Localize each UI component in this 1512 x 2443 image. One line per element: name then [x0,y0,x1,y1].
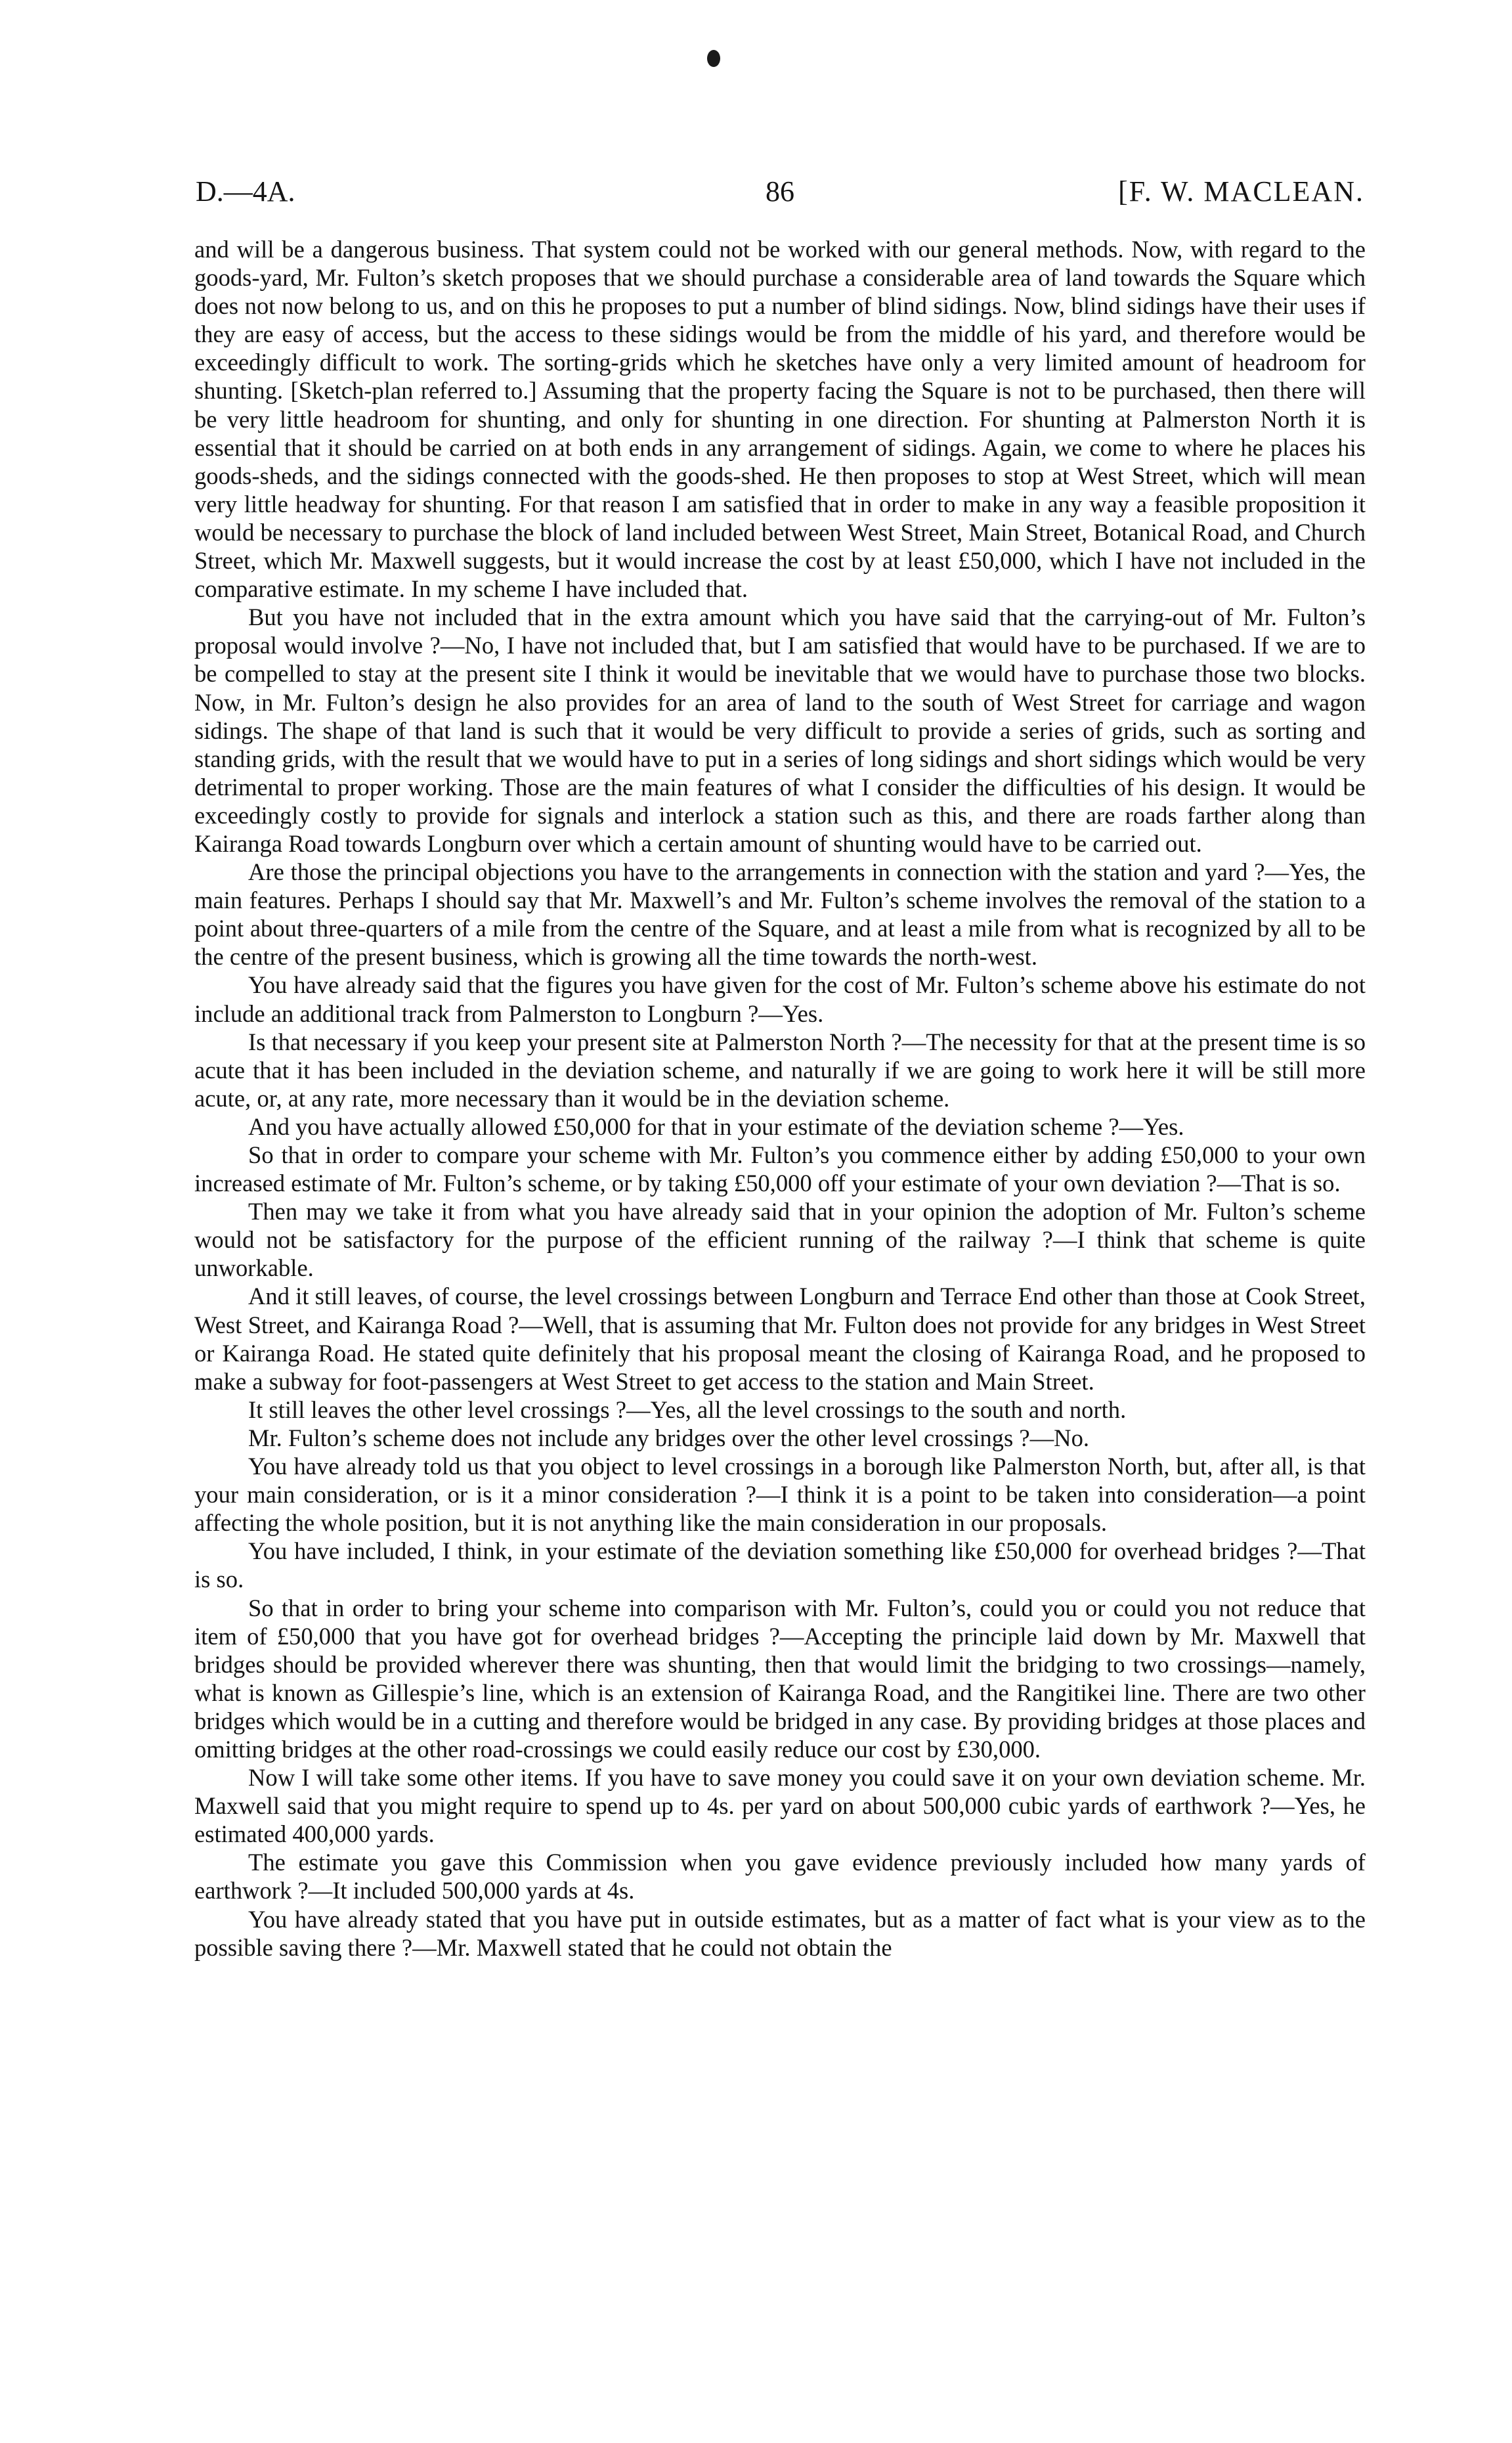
paragraph: Then may we take it from what you have already said that in your opinion the adoption of Mr. Fulton’s scheme would not be satisfactory for the purpose of the efficient running of the railway ?—I think that scheme is quite unworkable. [194,1198,1366,1282]
paragraph: and will be a dangerous business. That system could not be worked with our general methods. Now, with regard to the goods-yard, Mr. Fulton’s sketch proposes that we should purchase a considerable area of land towards the Square which does not now belong to us, and on this he proposes to put a number of blind sidings. Now, blind sidings have their uses if they are easy of access, but the access to these sidings would be from the middle of his yard, and therefore would be exceedingly difficult to work. The sorting-grids which he sketches have only a very limited amount of headroom for shunting. [Sketch-plan referred to.] Assuming that the property facing the Square is not to be purchased, then there will be very little headroom for shunting, and only for shunting in one direction. For shunting at Palmerston North it is essential that it should be carried on at both ends in any arrangement of sidings. Again, we come to where he places his goods-sheds, and the sidings connected with the goods-shed. He then proposes to stop at West Street, which will mean very little headway for shunting. For that reason I am satisfied that in order to make in any way a feasible proposition it would be necessary to purchase the block of land included between West Street, Main Street, Botanical Road, and Church Street, which Mr. Maxwell suggests, but it would increase the cost by at least £50,000, which I have not included in the comparative estimate. In my scheme I have included that. [194,236,1366,603]
paragraph: You have already said that the figures you have given for the cost of Mr. Fulton’s scheme above his estimate do not include an additional track from Palmerston to Longburn ?—Yes. [194,971,1366,1027]
page-number: 86 [766,175,794,208]
paragraph: And you have actually allowed £50,000 for that in your estimate of the deviation scheme ?—Yes. [248,1112,1184,1140]
page-header [196,172,1364,211]
paragraph: The estimate you gave this Commission when you gave evidence previously included how many yards of earthwork ?—It included 500,000 yards at 4s. [194,1849,1366,1904]
page-body [194,235,1366,1962]
paragraph: And it still leaves, of course, the level crossings between Longburn and Terrace End other than those at Cook Street, West Street, and Kairanga Road ?—Well, that is assuming that Mr. Fulton does not provide for any bridges in West Street or Kairanga Road. He stated quite definitely that his proposal meant the closing of Kairanga Road, and he proposed to make a subway for foot-passengers at West Street to get access to the station and Main Street. [194,1283,1366,1395]
paragraph: Are those the principal objections you have to the arrangements in connection with the station and yard ?—Yes, the main features. Perhaps I should say that Mr. Maxwell’s and Mr. Fulton’s scheme involves the removal of the station to a point about three-quarters of a mile from the centre of the Square, and at least a mile from what is recognized by all to be the centre of the present business, which is growing all the time towards the north-west. [194,858,1366,971]
paragraph: You have included, I think, in your estimate of the deviation something like £50,000 for overhead bridges ?—That is so. [194,1537,1366,1593]
paragraph: Mr. Fulton’s scheme does not include any bridges over the other level crossings ?—No. [248,1424,1090,1451]
paragraph: You have already stated that you have put in outside estimates, but as a matter of fact what is your view as to the possible saving there ?—Mr. Maxwell stated that he could not obtain the [194,1905,1366,1961]
paragraph: You have already told us that you object to level crossings in a borough like Palmerston North, but, after all, is that your main consideration, or is it a minor consideration ?—I think it is a point to be taken into consideration—a point affecting the whole position, but it is not anything like the main consideration in our proposals. [194,1453,1366,1537]
paragraph: But you have not included that in the extra amount which you have said that the carrying-out of Mr. Fulton’s proposal would involve ?—No, I have not included that, but I am satisfied that would have to be purchased. If we are to be compelled to stay at the present site I think it would be inevitable that we would have to purchase those two blocks. Now, in Mr. Fulton’s design he also provides for an area of land to the south of West Street for carriage and wagon sidings. The shape of that land is such that it would be very difficult to provide a series of grids, such as sorting and standing grids, with the result that we would have to put in a series of long sidings and short sidings which would be very detrimental to proper working. Those are the main features of what I consider the difficulties of his design. It would be exceedingly costly to provide for signals and interlock a station such as this, and there are roads farther along than Kairanga Road towards Longburn over which a certain amount of shunting would have to be carried out. [194,604,1366,857]
paragraph: So that in order to bring your scheme into comparison with Mr. Fulton’s, could you or could you not reduce that item of £50,000 that you have got for overhead bridges ?—Accepting the principle laid down by Mr. Maxwell that bridges should be provided wherever there was shunting, then that would limit the bridging to two crossings—namely, what is known as Gillespie’s line, which is an extension of Kairanga Road, and the Rangitikei line. There are two other bridges which would be in a cutting and therefore would be bridged in any case. By providing bridges at those places and omitting bridges at the other road-crossings we could easily reduce our cost by £30,000. [194,1594,1366,1763]
page-mark-dot [707,50,720,67]
paragraph: Now I will take some other items. If you have to save money you could save it on your own deviation scheme. Mr. Maxwell said that you might require to spend up to 4s. per yard on about 500,000 cubic yards of earthwork ?—Yes, he estimated 400,000 yards. [194,1764,1366,1848]
document-reference: D.—4A. [196,175,295,208]
paragraph: So that in order to compare your scheme with Mr. Fulton’s you commence either by adding £50,000 to your own increased estimate of Mr. Fulton’s scheme, or by taking £50,000 off your estimate of your own deviation ?—That is so. [194,1141,1366,1197]
witness-name: [F. W. MACLEAN. [1118,175,1364,208]
paragraph: Is that necessary if you keep your present site at Palmerston North ?—The necessity for that at the present time is so acute that it has been included in the deviation scheme, and naturally if we are going to work here it will be still more acute, or, at any rate, more necessary than it would be in the deviation scheme. [194,1028,1366,1112]
paragraph: It still leaves the other level crossings ?—Yes, all the level crossings to the south and north. [248,1396,1127,1423]
